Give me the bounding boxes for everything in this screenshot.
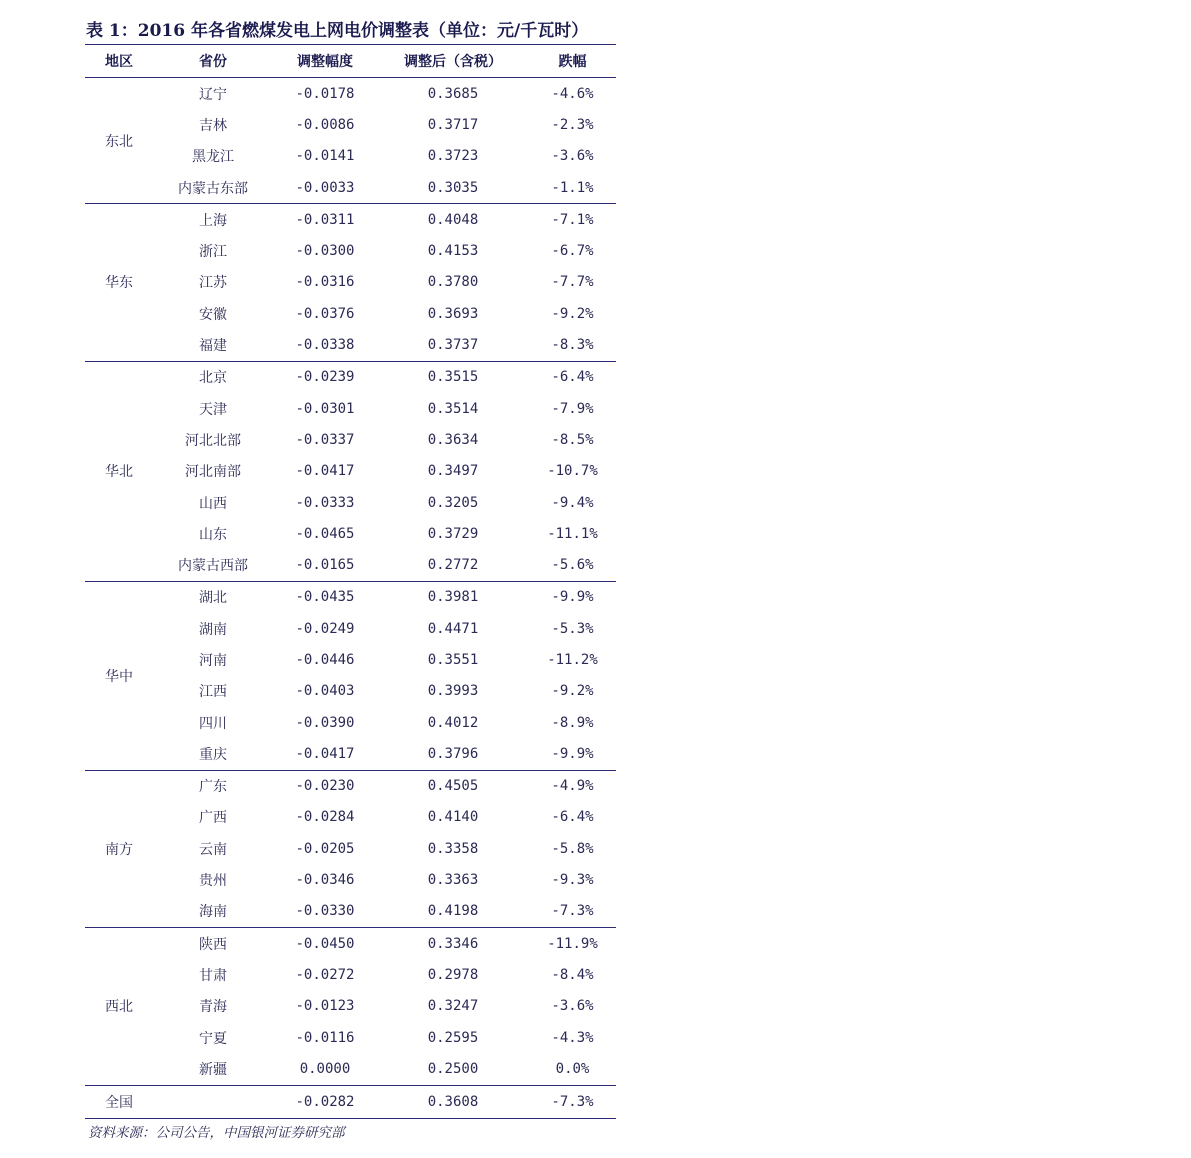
adjustment-cell: -0.0033 bbox=[295, 179, 355, 196]
after-tax-cell: 0.3247 bbox=[427, 998, 479, 1015]
after-tax-cell: 0.3035 bbox=[427, 179, 479, 196]
after-tax-cell: 0.3634 bbox=[427, 431, 479, 448]
after-tax-cell: 0.3693 bbox=[427, 305, 479, 322]
change-cell: -9.3% bbox=[551, 872, 594, 889]
after-tax-cell: 0.3717 bbox=[427, 116, 479, 133]
after-tax-cell: 0.3346 bbox=[427, 935, 479, 952]
table-row bbox=[85, 771, 616, 802]
table-row bbox=[85, 141, 616, 172]
after-tax-cell: 0.3780 bbox=[427, 274, 479, 291]
change-cell: -6.7% bbox=[551, 243, 594, 260]
header-province: 省份 bbox=[199, 54, 227, 70]
after-tax-cell: 0.3737 bbox=[427, 337, 479, 354]
adjustment-cell: -0.0450 bbox=[295, 935, 355, 952]
change-cell: -2.3% bbox=[551, 116, 594, 133]
region-label: 华东 bbox=[105, 275, 133, 292]
after-tax-cell: 0.2500 bbox=[427, 1060, 479, 1077]
region-label: 西北 bbox=[105, 999, 133, 1016]
adjustment-cell: -0.0086 bbox=[295, 116, 355, 133]
province-cell: 河南 bbox=[199, 652, 227, 669]
change-cell: -7.9% bbox=[551, 400, 594, 417]
header-region: 地区 bbox=[105, 54, 133, 70]
change-cell: -8.4% bbox=[551, 966, 594, 983]
table-row bbox=[85, 676, 616, 707]
change-cell: -7.7% bbox=[551, 274, 594, 291]
province-cell: 湖北 bbox=[199, 590, 227, 607]
province-cell: 广东 bbox=[199, 779, 227, 796]
adjustment-cell: -0.0272 bbox=[295, 966, 355, 983]
province-cell: 河北南部 bbox=[185, 464, 241, 481]
region-group bbox=[85, 927, 616, 1084]
adjustment-cell: -0.0165 bbox=[295, 557, 355, 574]
province-cell: 山西 bbox=[199, 495, 227, 512]
header-after-tax: 调整后（含税） bbox=[404, 54, 502, 70]
header-change: 跌幅 bbox=[558, 54, 587, 70]
after-tax-cell: 0.3993 bbox=[427, 683, 479, 700]
after-tax-cell: 0.4048 bbox=[427, 211, 479, 228]
province-cell: 天津 bbox=[199, 401, 227, 418]
table-row bbox=[85, 362, 616, 393]
change-cell: -5.3% bbox=[551, 620, 594, 637]
change-cell: 0.0% bbox=[555, 1060, 590, 1077]
table-row bbox=[85, 802, 616, 833]
region-group bbox=[85, 770, 616, 927]
after-tax-cell: 0.3514 bbox=[427, 400, 479, 417]
adjustment-cell: -0.0123 bbox=[295, 998, 355, 1015]
province-cell: 广西 bbox=[199, 810, 227, 827]
province-cell: 浙江 bbox=[199, 244, 227, 261]
table-row bbox=[85, 329, 616, 360]
table-row bbox=[85, 204, 616, 235]
change-cell: -1.1% bbox=[551, 179, 594, 196]
adjustment-cell: -0.0239 bbox=[295, 369, 355, 386]
after-tax-cell: 0.4198 bbox=[427, 903, 479, 920]
change-cell: -4.9% bbox=[551, 778, 594, 795]
after-tax-cell: 0.2772 bbox=[427, 557, 479, 574]
after-tax-cell: 0.3729 bbox=[427, 525, 479, 542]
adjustment-cell: -0.0311 bbox=[295, 211, 355, 228]
table-row bbox=[85, 393, 616, 424]
region-group bbox=[85, 77, 616, 203]
after-tax-cell: 0.4505 bbox=[427, 778, 479, 795]
province-cell: 云南 bbox=[199, 841, 227, 858]
adjustment-cell: -0.0417 bbox=[295, 745, 355, 762]
adjustment-cell: -0.0316 bbox=[295, 274, 355, 291]
after-tax-cell: 0.3796 bbox=[427, 745, 479, 762]
change-cell: -3.6% bbox=[551, 148, 594, 165]
adjustment-cell: -0.0249 bbox=[295, 620, 355, 637]
table-row bbox=[85, 109, 616, 140]
total-row bbox=[85, 1085, 616, 1118]
table-row bbox=[85, 707, 616, 738]
table-row bbox=[85, 267, 616, 298]
source-note: 资料来源：公司公告，中国银河证券研究部 bbox=[88, 1125, 345, 1141]
change-cell: -9.4% bbox=[551, 494, 594, 511]
adjustment-cell: -0.0338 bbox=[295, 337, 355, 354]
adjustment-cell: -0.0403 bbox=[295, 683, 355, 700]
adjustment-cell: -0.0178 bbox=[295, 85, 355, 102]
change-cell: -6.4% bbox=[551, 369, 594, 386]
province-cell: 宁夏 bbox=[199, 1030, 227, 1047]
adjustment-cell: -0.0300 bbox=[295, 243, 355, 260]
table-row bbox=[85, 644, 616, 675]
region-group bbox=[85, 203, 616, 360]
adjustment-cell: -0.0435 bbox=[295, 589, 355, 606]
adjustment-cell: -0.0337 bbox=[295, 431, 355, 448]
after-tax-cell: 0.3205 bbox=[427, 494, 479, 511]
change-cell: -9.9% bbox=[551, 589, 594, 606]
table-row bbox=[85, 582, 616, 613]
adjustment-cell: -0.0346 bbox=[295, 872, 355, 889]
region-label: 东北 bbox=[105, 133, 133, 150]
adjustment-cell: -0.0330 bbox=[295, 903, 355, 920]
adjustment-cell: -0.0141 bbox=[295, 148, 355, 165]
table-row bbox=[85, 1022, 616, 1053]
total-region: 全国 bbox=[105, 1094, 133, 1111]
table-title: 表 1：2016 年各省燃煤发电上网电价调整表（单位：元/千瓦时） bbox=[86, 21, 589, 41]
table-row bbox=[85, 424, 616, 455]
table-row bbox=[85, 518, 616, 549]
province-cell: 贵州 bbox=[199, 873, 227, 890]
table-row bbox=[85, 613, 616, 644]
table-row bbox=[85, 896, 616, 927]
region-label: 南方 bbox=[105, 841, 133, 858]
table-row bbox=[85, 456, 616, 487]
table-row bbox=[85, 549, 616, 580]
change-cell: -10.7% bbox=[547, 463, 598, 480]
change-cell: -5.8% bbox=[551, 840, 594, 857]
adjustment-cell: 0.0000 bbox=[299, 1060, 351, 1077]
province-cell: 内蒙古西部 bbox=[178, 558, 248, 575]
change-cell: -7.1% bbox=[551, 211, 594, 228]
province-cell: 上海 bbox=[199, 212, 227, 229]
total-adjustment: -0.0282 bbox=[295, 1093, 355, 1110]
adjustment-cell: -0.0205 bbox=[295, 840, 355, 857]
adjustment-cell: -0.0376 bbox=[295, 305, 355, 322]
after-tax-cell: 0.3363 bbox=[427, 872, 479, 889]
province-cell: 四川 bbox=[199, 715, 227, 732]
after-tax-cell: 0.3551 bbox=[427, 651, 479, 668]
province-cell: 河北北部 bbox=[185, 432, 241, 449]
province-cell: 新疆 bbox=[199, 1061, 227, 1078]
province-cell: 安徽 bbox=[199, 306, 227, 323]
price-table bbox=[85, 44, 616, 1119]
header-adjustment: 调整幅度 bbox=[297, 54, 353, 70]
change-cell: -6.4% bbox=[551, 809, 594, 826]
table-row bbox=[85, 235, 616, 266]
after-tax-cell: 0.3515 bbox=[427, 369, 479, 386]
province-cell: 青海 bbox=[199, 999, 227, 1016]
table-row bbox=[85, 833, 616, 864]
table-row bbox=[85, 1053, 616, 1084]
province-cell: 内蒙古东部 bbox=[178, 180, 248, 197]
province-cell: 海南 bbox=[199, 904, 227, 921]
after-tax-cell: 0.4153 bbox=[427, 243, 479, 260]
province-cell: 江苏 bbox=[199, 275, 227, 292]
province-cell: 北京 bbox=[199, 370, 227, 387]
province-cell: 福建 bbox=[199, 338, 227, 355]
change-cell: -8.5% bbox=[551, 431, 594, 448]
change-cell: -4.6% bbox=[551, 85, 594, 102]
region-label: 华北 bbox=[105, 464, 133, 481]
after-tax-cell: 0.4012 bbox=[427, 714, 479, 731]
province-cell: 重庆 bbox=[199, 746, 227, 763]
change-cell: -5.6% bbox=[551, 557, 594, 574]
after-tax-cell: 0.2978 bbox=[427, 966, 479, 983]
table-row bbox=[85, 487, 616, 518]
change-cell: -9.2% bbox=[551, 305, 594, 322]
table-header bbox=[85, 45, 616, 77]
bottom-rule bbox=[85, 1118, 616, 1119]
change-cell: -3.6% bbox=[551, 998, 594, 1015]
table-row bbox=[85, 864, 616, 895]
change-cell: -7.3% bbox=[551, 903, 594, 920]
adjustment-cell: -0.0116 bbox=[295, 1029, 355, 1046]
adjustment-cell: -0.0333 bbox=[295, 494, 355, 511]
province-cell: 江西 bbox=[199, 684, 227, 701]
province-cell: 陕西 bbox=[199, 936, 227, 953]
change-cell: -9.9% bbox=[551, 745, 594, 762]
province-cell: 辽宁 bbox=[199, 86, 227, 103]
after-tax-cell: 0.3723 bbox=[427, 148, 479, 165]
change-cell: -9.2% bbox=[551, 683, 594, 700]
adjustment-cell: -0.0301 bbox=[295, 400, 355, 417]
table-row bbox=[85, 738, 616, 769]
adjustment-cell: -0.0390 bbox=[295, 714, 355, 731]
after-tax-cell: 0.3685 bbox=[427, 85, 479, 102]
change-cell: -8.3% bbox=[551, 337, 594, 354]
adjustment-cell: -0.0230 bbox=[295, 778, 355, 795]
adjustment-cell: -0.0284 bbox=[295, 809, 355, 826]
after-tax-cell: 0.2595 bbox=[427, 1029, 479, 1046]
after-tax-cell: 0.3981 bbox=[427, 589, 479, 606]
total-after: 0.3608 bbox=[427, 1093, 479, 1110]
adjustment-cell: -0.0417 bbox=[295, 463, 355, 480]
region-label: 华中 bbox=[105, 668, 133, 685]
adjustment-cell: -0.0446 bbox=[295, 651, 355, 668]
province-cell: 山东 bbox=[199, 526, 227, 543]
table-body bbox=[85, 77, 616, 1085]
total-change: -7.3% bbox=[551, 1093, 594, 1110]
change-cell: -8.9% bbox=[551, 714, 594, 731]
after-tax-cell: 0.4140 bbox=[427, 809, 479, 826]
after-tax-cell: 0.3358 bbox=[427, 840, 479, 857]
after-tax-cell: 0.4471 bbox=[427, 620, 479, 637]
province-cell: 湖南 bbox=[199, 621, 227, 638]
change-cell: -11.1% bbox=[547, 525, 598, 542]
table-row bbox=[85, 959, 616, 990]
table-row bbox=[85, 928, 616, 959]
adjustment-cell: -0.0465 bbox=[295, 525, 355, 542]
table-row bbox=[85, 172, 616, 203]
after-tax-cell: 0.3497 bbox=[427, 463, 479, 480]
change-cell: -11.2% bbox=[547, 651, 598, 668]
region-group bbox=[85, 361, 616, 581]
table-row bbox=[85, 991, 616, 1022]
province-cell: 甘肃 bbox=[199, 967, 227, 984]
region-group bbox=[85, 581, 616, 770]
province-cell: 黑龙江 bbox=[192, 149, 234, 166]
table-row bbox=[85, 298, 616, 329]
province-cell: 吉林 bbox=[199, 117, 227, 134]
change-cell: -4.3% bbox=[551, 1029, 594, 1046]
change-cell: -11.9% bbox=[547, 935, 598, 952]
table-row bbox=[85, 78, 616, 109]
